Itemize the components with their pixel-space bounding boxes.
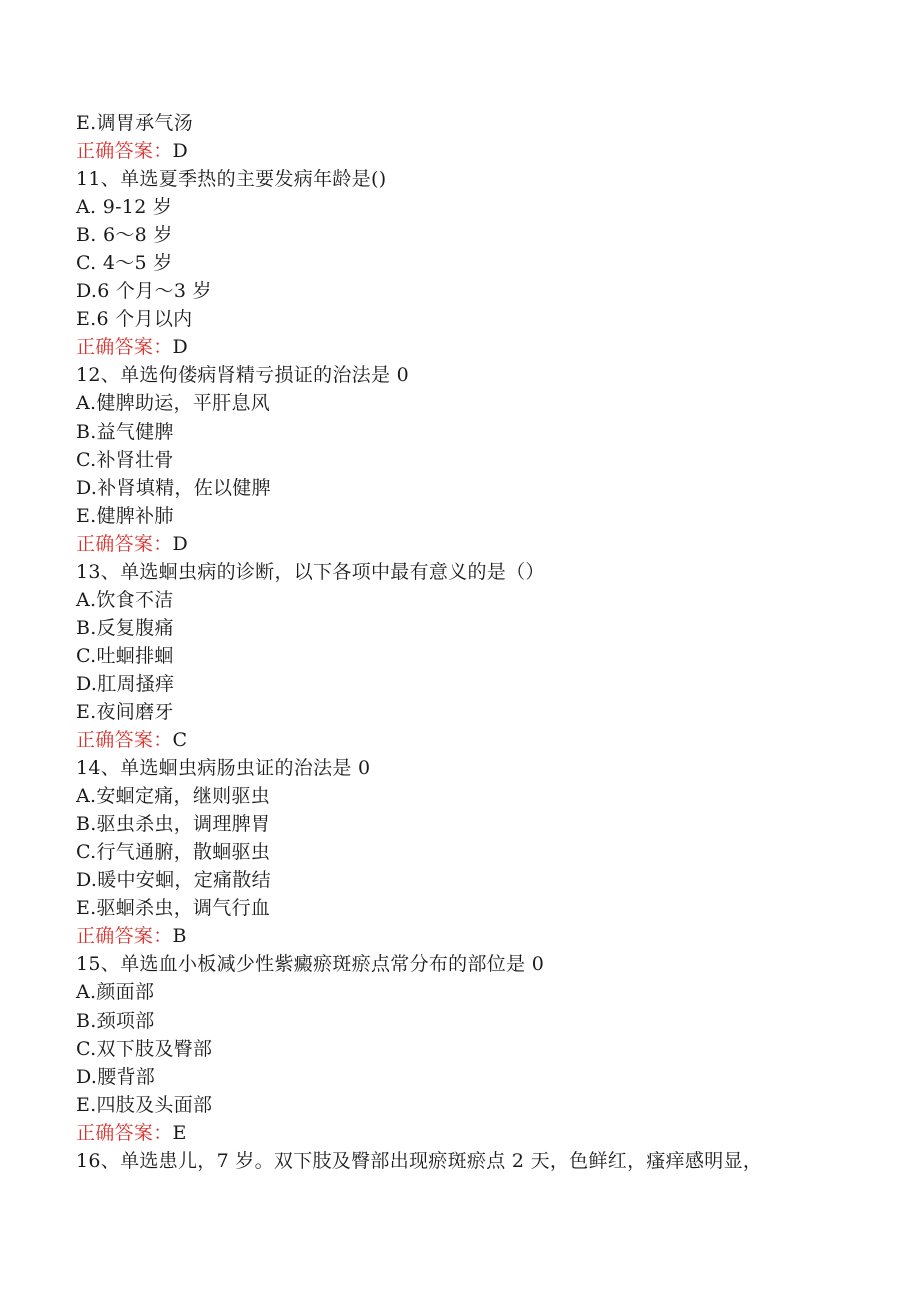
correct-answer [76, 333, 896, 361]
answer-value: D [172, 532, 189, 555]
option-text: B.驱虫杀虫，调理脾胃 [76, 813, 271, 836]
answer-value: D [172, 140, 189, 163]
correct-answer [76, 530, 896, 558]
option-text: E.健脾补肺 [76, 504, 174, 527]
option-text: E.调胃承气汤 [76, 112, 194, 134]
option-text: A. 9-12 岁 [76, 196, 173, 219]
question-text: 13、单选蛔虫病的诊断，以下各项中最有意义的是（） [76, 560, 545, 583]
option-text: C.行气通腑，散蛔驱虫 [76, 841, 271, 864]
correct-answer [76, 726, 896, 754]
question-list [76, 109, 896, 1175]
option-text: D.腰背部 [76, 1065, 156, 1088]
correct-answer [76, 922, 896, 950]
option-text: B. 6～8 岁 [76, 224, 173, 247]
answer-label: 正确答案： [76, 1121, 173, 1144]
option-text: D.6 个月～3 岁 [76, 280, 212, 303]
option-text: D.暖中安蛔，定痛散结 [76, 869, 271, 892]
correct-answer [76, 137, 896, 165]
question-text: 15、单选血小板减少性紫癜瘀斑瘀点常分布的部位是 0 [76, 953, 545, 976]
option-text: B.颈项部 [76, 1009, 155, 1032]
answer-label: 正确答案： [76, 925, 173, 948]
answer-label: 正确答案： [76, 532, 173, 555]
question-text: 11、单选夏季热的主要发病年龄是() [76, 168, 387, 191]
option-text: D.肛周搔痒 [76, 672, 175, 695]
option-text: A.安蛔定痛，继则驱虫 [76, 785, 271, 808]
correct-answer [76, 1119, 896, 1147]
answer-label: 正确答案： [76, 140, 173, 163]
answer-label: 正确答案： [76, 729, 173, 752]
answer-value: D [172, 336, 189, 359]
option-text: A.健脾助运，平肝息风 [76, 392, 271, 415]
option-text: E.夜间磨牙 [76, 700, 174, 723]
option-text: C.双下肢及臀部 [76, 1037, 213, 1060]
answer-value: C [172, 729, 188, 752]
option-text: B.反复腹痛 [76, 616, 174, 639]
answer-label: 正确答案： [76, 336, 173, 359]
option-text: C.补肾壮骨 [76, 448, 174, 471]
option-text: C. 4～5 岁 [76, 252, 173, 275]
option-text: D.补肾填精，佐以健脾 [76, 476, 271, 499]
option-text: C.吐蛔排蛔 [76, 644, 174, 667]
option-text: E.驱蛔杀虫，调气行血 [76, 897, 271, 920]
option-text: B.益气健脾 [76, 420, 174, 443]
option-text: A.颜面部 [76, 981, 155, 1004]
answer-value: E [172, 1121, 187, 1144]
question-text: 12、单选佝偻病肾精亏损证的治法是 0 [76, 364, 410, 387]
answer-value: B [172, 925, 187, 948]
option-text: E.四肢及头面部 [76, 1093, 213, 1116]
option-text: E.6 个月以内 [76, 308, 193, 331]
option-text: A.饮食不洁 [76, 588, 174, 611]
question-text: 14、单选蛔虫病肠虫证的治法是 0 [76, 757, 371, 780]
question-text: 16、单选患儿，7 岁。双下肢及臀部出现瘀斑瘀点 2 天，色鲜红，瘙痒感明显， [76, 1149, 763, 1172]
